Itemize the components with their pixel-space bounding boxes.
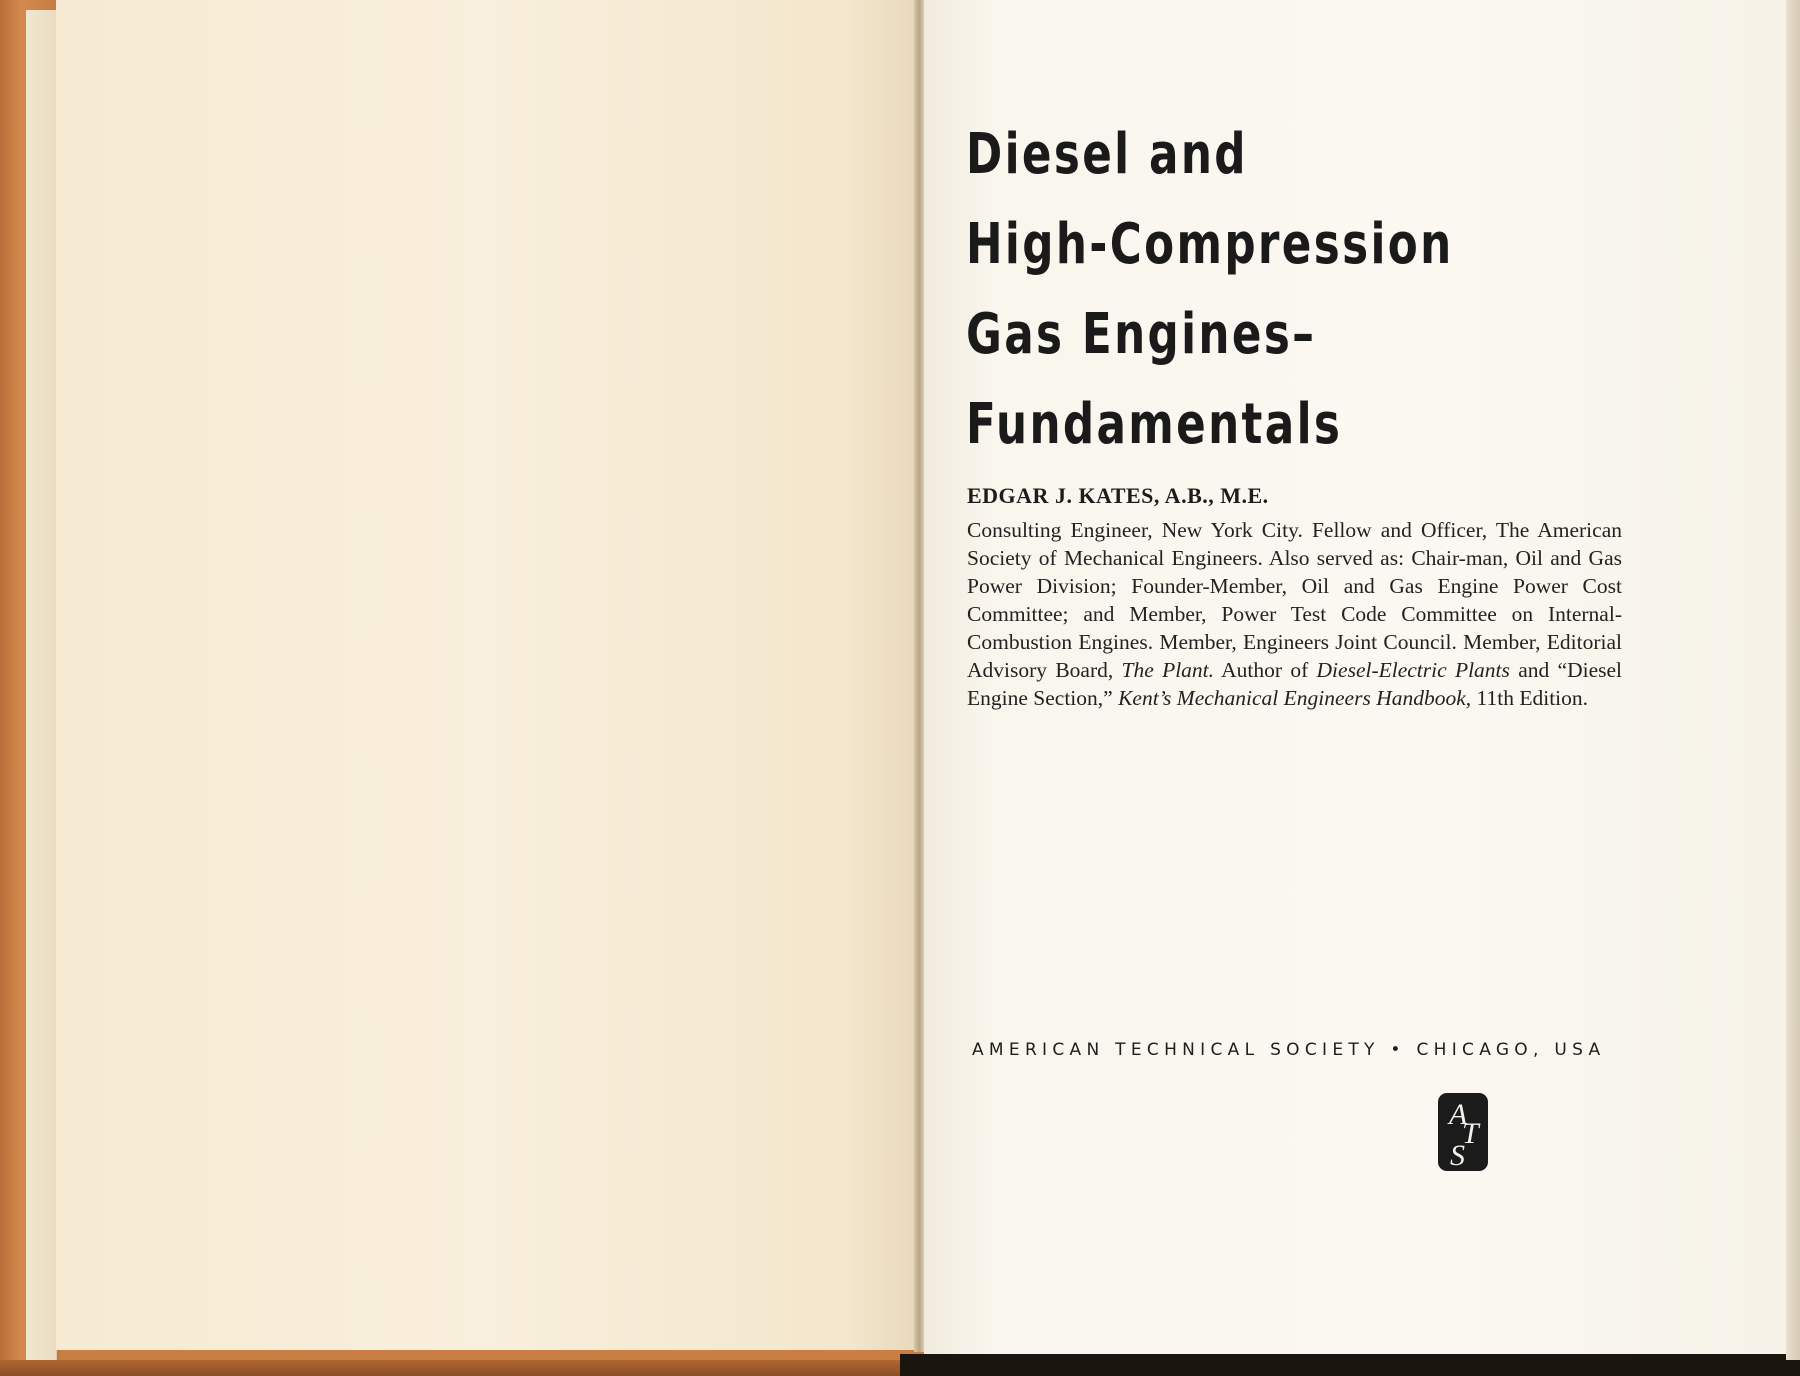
page-stack-edge <box>26 10 57 1360</box>
bio-text-2: Author of <box>1214 658 1317 682</box>
right-page-edge <box>1786 0 1800 1360</box>
bio-italic-diesel-electric-plants: Diesel-Electric Plants <box>1316 658 1510 682</box>
scan-base-strip <box>900 1354 1800 1376</box>
bio-italic-kents-handbook: Kent’s Mechanical Engineers Handbook, <box>1118 686 1472 710</box>
svg-text:A: A <box>1449 1098 1468 1131</box>
bio-italic-the-plant: The Plant. <box>1121 658 1215 682</box>
title-line-4: Fundamentals <box>966 392 1343 457</box>
author-name: EDGAR J. KATES, A.B., M.E. <box>967 483 1269 508</box>
publisher-line: AMERICAN TECHNICAL SOCIETY • CHICAGO, USA <box>972 1040 1606 1060</box>
svg-text:S: S <box>1450 1139 1465 1172</box>
bio-text-3: and “Diesel Engine Section,” <box>967 658 1622 710</box>
title-line-1: Diesel and <box>966 122 1248 187</box>
title-line-2: High-Compression <box>966 212 1454 277</box>
cover-bottom-edge <box>0 1360 920 1376</box>
author-bio <box>967 516 1622 712</box>
svg-text:T: T <box>1462 1117 1479 1150</box>
book-title <box>966 110 1454 470</box>
bio-text-1: Consulting Engineer, New York City. Fellow and Officer, The American Society of Mechanical Engineers. Also served as: Chair-man, Oil and Gas Power Division; Founder-Member, Oil and Gas Engine Power Cost Committee; and Member, Power Test Code Committee on Internal-Combustion Engines. Member, Engineers Joint Council. Member, Editorial Advisory Board, <box>967 518 1622 682</box>
left-page-blank <box>56 0 918 1350</box>
ats-monogram-icon <box>1436 1091 1490 1173</box>
bio-text-4: 11th Edition. <box>1471 686 1589 710</box>
title-line-3: Gas Engines– <box>966 302 1317 367</box>
